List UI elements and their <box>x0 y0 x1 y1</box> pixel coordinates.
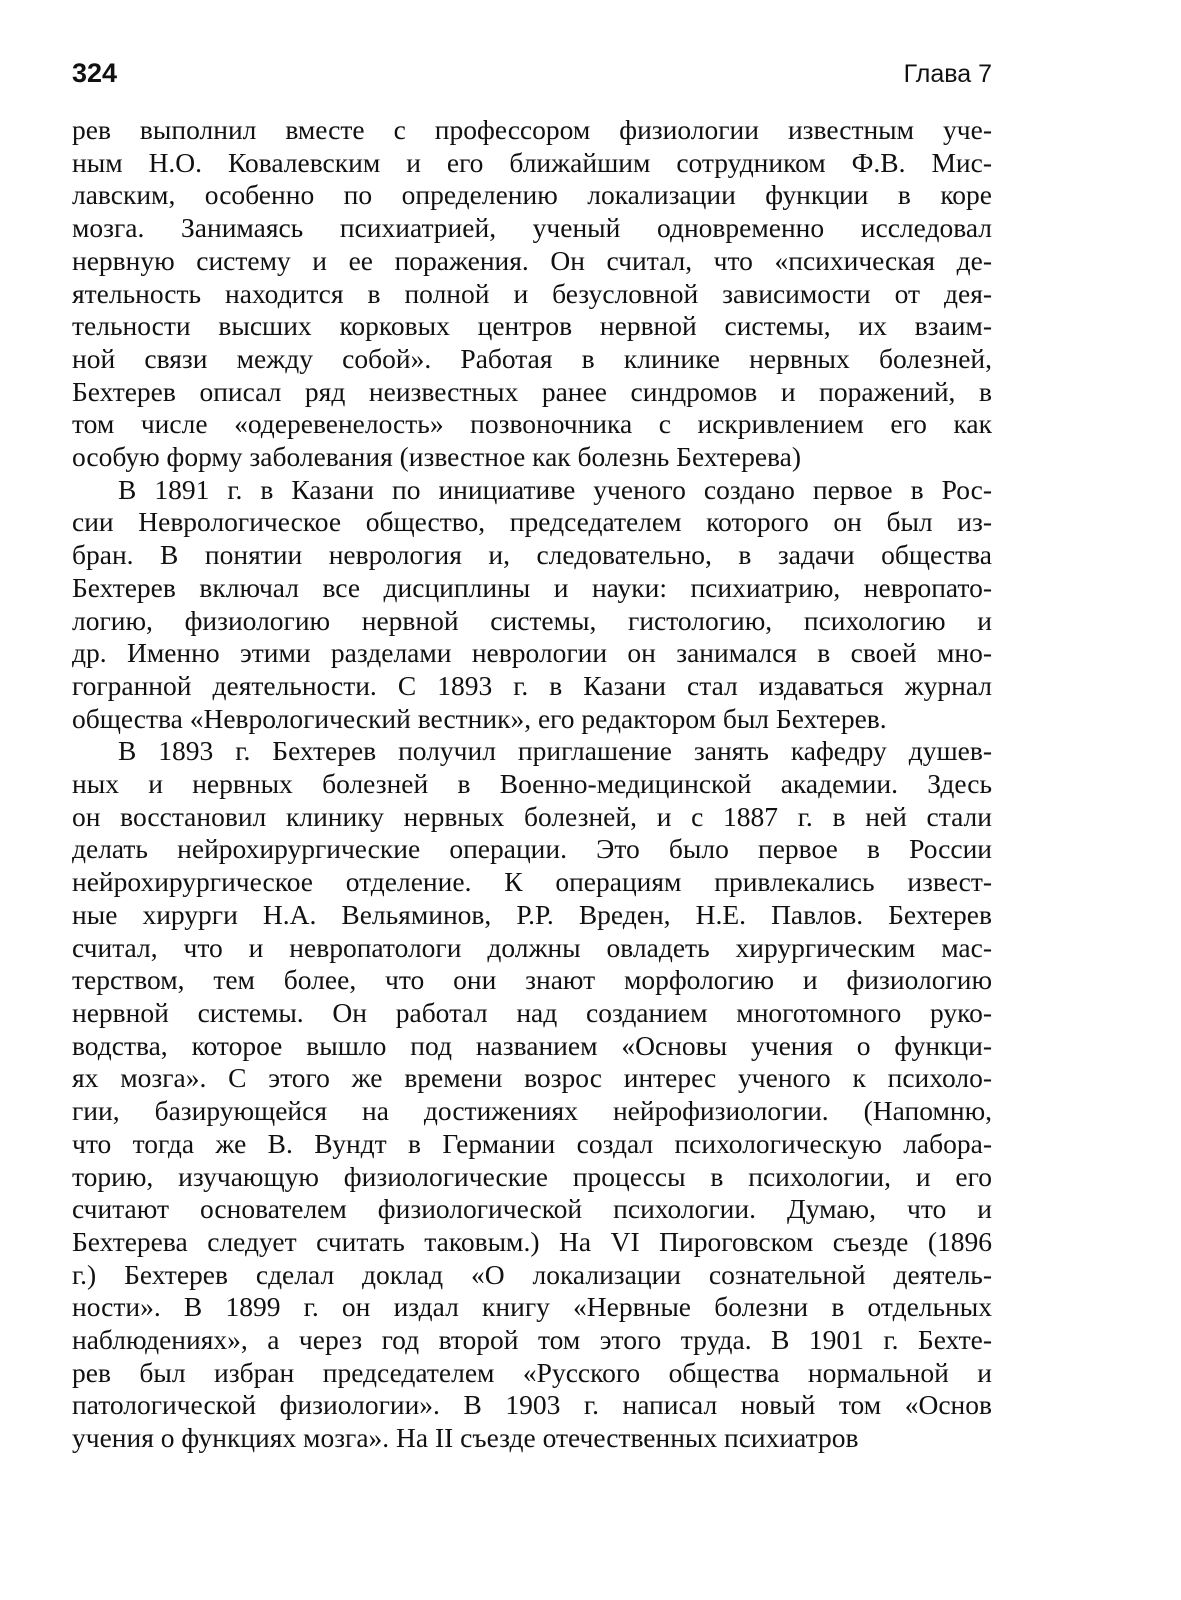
text-line: сии Неврологическое общество, председателем которого он был из- <box>72 506 992 538</box>
paragraph <box>72 114 992 474</box>
text-line: ности». В 1899 г. он издал книгу «Нервные болезни в отдельных <box>72 1291 992 1323</box>
text-line: нейрохирургическое отделение. К операциям привлекались извест- <box>72 866 992 898</box>
text-line: Бехтерев описал ряд неизвестных ранее синдромов и поражений, в <box>72 375 992 407</box>
text-line: ятельность находится в полной и безусловной зависимости от дея- <box>72 277 992 309</box>
text-line: рев выполнил вместе с профессором физиологии известным уче- <box>72 114 992 145</box>
text-line: В 1891 г. в Казани по инициативе ученого создано первое в Рос- <box>118 473 992 505</box>
text-line: нервной системы. Он работал над созданием многотомного руко- <box>72 996 992 1028</box>
body-text <box>72 114 992 1455</box>
text-line: др. Именно этими разделами неврологии он занимался в своей мно- <box>72 637 992 669</box>
text-line: бран. В понятии неврология и, следовательно, в задачи общества <box>72 539 992 571</box>
running-head <box>72 58 992 98</box>
text-line: считал, что и невропатологи должны овладеть хирургическим мас- <box>72 931 992 963</box>
text-line: делать нейрохирургические операции. Это было первое в России <box>72 833 992 865</box>
text-line: лавским, особенно по определению локализации функции в коре <box>72 179 992 211</box>
text-line: торию, изучающую физиологические процессы в психологии, и его <box>72 1160 992 1192</box>
text-line: том числе «одеревенелость» позвоночника с искривлением его как <box>72 408 992 440</box>
text-line: логию, физиологию нервной системы, гистологию, психологию и <box>72 604 992 636</box>
text-line: учения о функциях мозга». На II съезде отечественных психиатров <box>72 1422 859 1454</box>
book-page <box>72 58 992 1455</box>
text-line: считают основателем физиологической психологии. Думаю, что и <box>72 1193 992 1225</box>
text-line: гогранной деятельности. С 1893 г. в Казани стал издаваться журнал <box>72 669 992 701</box>
text-line: ных и нервных болезней в Военно-медицинской академии. Здесь <box>72 768 992 800</box>
text-line: Бехтерева следует считать таковым.) На VI Пироговском съезде (1896 <box>72 1225 992 1257</box>
text-line: патологической физиологии». В 1903 г. написал новый том «Основ <box>72 1389 992 1421</box>
text-line: общества «Неврологический вестник», его редактором был Бехтерев. <box>72 702 887 734</box>
text-line: гии, базирующейся на достижениях нейрофизиологии. (Напомню, <box>72 1095 992 1127</box>
chapter-label: Глава 7 <box>903 60 992 88</box>
text-line: Бехтерев включал все дисциплины и науки: психиатрию, невропато- <box>72 571 992 603</box>
text-line: тельности высших корковых центров нервной системы, их взаим- <box>72 310 992 342</box>
text-line: В 1893 г. Бехтерев получил приглашение занять кафедру душев- <box>118 735 992 767</box>
paragraph <box>72 474 992 736</box>
text-line: терством, тем более, что они знают морфологию и физиологию <box>72 964 992 996</box>
text-line: рев был избран председателем «Русского общества нормальной и <box>72 1356 992 1388</box>
text-line: г.) Бехтерев сделал доклад «О локализации сознательной деятель- <box>72 1258 992 1290</box>
text-line: особую форму заболевания (известное как болезнь Бехтерева) <box>72 441 802 473</box>
text-line: наблюдениях», а через год второй том этого труда. В 1901 г. Бехте- <box>72 1324 992 1356</box>
text-line: мозга. Занимаясь психиатрией, ученый одновременно исследовал <box>72 212 992 244</box>
text-line: ные хирурги Н.А. Вельяминов, Р.Р. Вреден, Н.Е. Павлов. Бехтерев <box>72 898 992 930</box>
paragraph <box>72 735 992 1454</box>
text-line: что тогда же В. Вундт в Германии создал психологическую лабора- <box>72 1127 992 1159</box>
page-number: 324 <box>72 58 118 88</box>
text-line: ным Н.О. Ковалевским и его ближайшим сотрудником Ф.В. Мис- <box>72 146 992 178</box>
text-line: он восстановил клинику нервных болезней, и с 1887 г. в ней стали <box>72 800 992 832</box>
text-line: водства, которое вышло под названием «Основы учения о функци- <box>72 1029 992 1061</box>
text-line: нервную систему и ее поражения. Он считал, что «психическая де- <box>72 244 992 276</box>
text-line: ной связи между собой». Работая в клинике нервных болезней, <box>72 342 992 374</box>
text-line: ях мозга». С этого же времени возрос интерес ученого к психоло- <box>72 1062 992 1094</box>
